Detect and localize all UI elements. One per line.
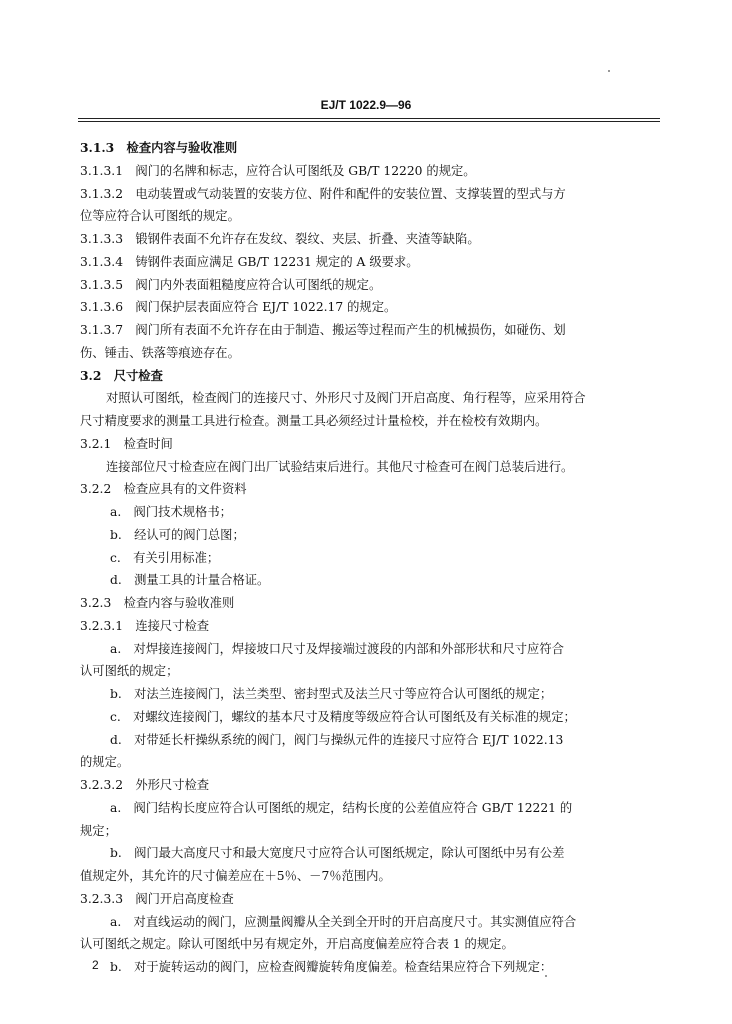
text-line: 3.1.3.4 铸钢件表面应满足 GB/T 12231 规定的 A 级要求。 [80, 254, 419, 269]
text-line: 3.2 尺寸检查 [80, 367, 163, 383]
page-number: 2 [92, 958, 99, 972]
document-body [80, 137, 660, 979]
text-line: b. 对法兰连接阀门，法兰类型、密封型式及法兰尺寸等应符合认可图纸的规定； [110, 687, 553, 701]
text-line: 3.2.3 检查内容与验收准则 [80, 596, 235, 610]
scan-speck [545, 975, 547, 977]
text-line: 3.1.3.3 锻钢件表面不允许存在发纹、裂纹、夹层、折叠、夹渣等缺陷。 [80, 232, 480, 246]
text-line: 连接部位尺寸检查应在阀门出厂试验结束后进行。其他尺寸检查可在阀门总装后进行。 [106, 459, 574, 474]
text-line: 3.2.3.1 连接尺寸检查 [80, 618, 210, 633]
text-line: b. 阀门最大高度尺寸和最大宽度尺寸应符合认可图纸规定，除认可图纸中另有公差 [110, 846, 565, 861]
scan-speck [608, 70, 610, 72]
text-line: 3.2.3.3 阀门开启高度检查 [80, 891, 234, 906]
text-line: 认可图纸之规定。除认可图纸中另有规定外，开启高度偏差应符合表 1 的规定。 [80, 937, 514, 952]
text-line: 尺寸精度要求的测量工具进行检查。测量工具必须经过计量检校，并在检校有效期内。 [80, 414, 548, 428]
text-line: 3.1.3.7 阀门所有表面不允许存在由于制造、搬运等过程而产生的机械损伤，如碰伤、划 [80, 323, 566, 337]
header-rule-top [78, 118, 660, 119]
text-line: 3.2.1 检查时间 [80, 436, 173, 451]
header-rule-bottom [78, 121, 660, 122]
text-line: a. 阀门结构长度应符合认可图纸的规定，结构长度的公差值应符合 GB/T 12221 的 [110, 800, 573, 815]
text-line: c. 对螺纹连接阀门，螺纹的基本尺寸及精度等级应符合认可图纸及有关标准的规定； [110, 709, 576, 724]
text-line: a. 对焊接连接阀门，焊接坡口尺寸及焊接端过渡段的内部和外部形状和尺寸应符合 [110, 641, 564, 656]
text-line: a. 阀门技术规格书； [110, 505, 232, 519]
text-line: 规定； [80, 823, 117, 838]
text-line: d. 测量工具的计量合格证。 [110, 573, 270, 588]
text-line: 3.2.3.2 外形尺寸检查 [80, 778, 210, 792]
text-line: 值规定外，其允许的尺寸偏差应在＋5％、－7％范围内。 [80, 869, 391, 883]
text-line: 3.2.2 检查应具有的文件资料 [80, 482, 247, 497]
text-line: b. 经认可的阀门总图； [110, 527, 245, 542]
text-line: d. 对带延长杆操纵系统的阀门，阀门与操纵元件的连接尺寸应符合 EJ/T 1022.13 [110, 732, 564, 747]
text-line: 对照认可图纸，检查阀门的连接尺寸、外形尺寸及阀门开启高度、角行程等，应采用符合 [106, 391, 586, 406]
text-line: 3.1.3.2 电动装置或气动装置的安装方位、附件和配件的安装位置、支撑装置的型式与方 [80, 186, 566, 201]
text-line: 位等应符合认可图纸的规定。 [80, 209, 240, 224]
text-line: 3.1.3.1 阀门的名牌和标志，应符合认可图纸及 GB/T 12220 的规定。 [80, 163, 476, 178]
text-line: 的规定。 [80, 755, 130, 770]
text-line: a. 对直线运动的阀门，应测量阀瓣从全关到全开时的开启高度尺寸。其实测值应符合 [110, 914, 577, 929]
text-line: b. 对于旋转运动的阀门，应检查阀瓣旋转角度偏差。检查结果应符合下列规定： [110, 960, 553, 974]
text-line: c. 有关引用标准； [110, 550, 220, 565]
page-header-code: EJ/T 1022.9—96 [320, 98, 412, 112]
text-line: 伤、锤击、铁落等痕迹存在。 [80, 345, 240, 360]
text-line: 3.1.3 检查内容与验收准则 [80, 140, 238, 155]
text-line: 3.1.3.5 阀门内外表面粗糙度应符合认可图纸的规定。 [80, 277, 382, 292]
text-line: 3.1.3.6 阀门保护层表面应符合 EJ/T 1022.17 的规定。 [80, 300, 397, 315]
text-line: 认可图纸的规定； [80, 664, 179, 679]
